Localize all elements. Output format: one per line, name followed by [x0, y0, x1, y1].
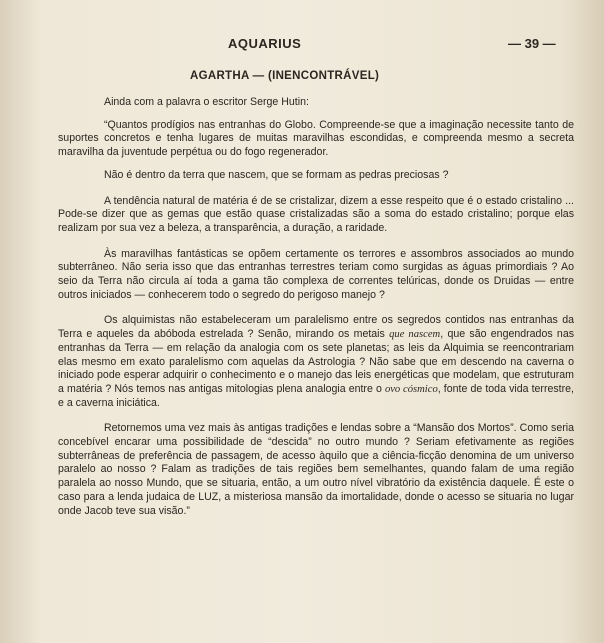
paragraph-subterranean: Às maravilhas fantásticas se opõem certamente os terrores e assombros associados ao mundo subterrâneo. Não seria isso que das entranhas terrestres teriam como surgidas as águas primordiais ? Ao seio da Terra não circula aí toda a gama tão complexa de correntes telúricas, donde os Druidas — entre outros iniciados — conhecerem todo o segredo do perigoso manejo ? — [58, 247, 574, 301]
alchemy-italic-a: que nascem — [389, 329, 441, 341]
paragraph-mansion: Retornemos uma vez mais às antigas tradições e lendas sobre a “Mansão dos Mortos”. Como seria concebível encarar uma possibilidade de “descida” no outro mundo ? Seriam efetivamente as regiões subterrâneas de preferência de passagem, de acesso àquilo que a ciência-ficção denomina de um universo paralelo ao nosso ? Falam as tradições de tais regiões bem semelhantes, quando falam de uma região paralela ao nosso Mundo, que se situaria, então, a um outro nível vibratório da existência daquele. É este o caso para a lenda judaica de LUZ, a misteriosa mansão da imortalidade, donde o acesso se situaria no lugar onde Jacob teve sua visão.” — [58, 422, 574, 517]
alchemy-text-c: , fonte de toda vida terrestre, e a caverna iniciática. — [58, 382, 574, 409]
paragraph-alchemy — [58, 314, 574, 410]
alchemy-text-b: , que são engendrados nas entranhas da Terra — em relação da analogia com os sete planetas; as leis da Alquimia se reencontrariam elas mesmo em exato paralelismo com aquelas da Astrologia ? Não sabe que em descendo na caverna o iniciado pode esperar adquirir o conhecimento e o manejo das leis energéticas que modelam, que estruturam a matéria ? Nós temos nas antigas mitologias plena analogia entre o — [58, 328, 575, 395]
body-text — [58, 96, 574, 518]
section-title: AGARTHA — (INENCONTRÁVEL) — [190, 70, 380, 82]
running-title: AQUARIUS — [228, 36, 302, 51]
page-header — [0, 36, 604, 56]
paragraph-intro: Ainda com a palavra o escritor Serge Hutin: — [104, 96, 309, 108]
paragraph-crystal: A tendência natural de matéria é de se cristalizar, dizem a esse respeito que é o estado cristalino ... Pode-se dizer que as gemas que estão quase cristalizadas são a soma do estado cristalino; porque elas realizam por sua vez a beleza, a transparência, a duração, a raridade. — [58, 194, 574, 234]
alchemy-italic-b: ovo cósmico — [384, 383, 438, 395]
alchemy-text-a: Os alquimistas não estabeleceram um paralelismo entre os segredos contidos nas entranhas da Terra e aqueles da abóboda estrelada ? Senão, mirando os metais — [58, 314, 574, 341]
page-number: — 39 — — [508, 36, 556, 51]
paragraph-gems: Não é dentro da terra que nascem, que se formam as pedras preciosas ? — [104, 168, 449, 181]
paragraph-quote-start: “Quantos prodígios nas entranhas do Globo. Compreende-se que a imaginação necessite tanto de suportes concretos e tenha lugares de muitas maravilhas escondidas, e compreenda mesmo a secreta maravilha da juventude perpétua ou do fogo regenerador. — [58, 118, 574, 159]
